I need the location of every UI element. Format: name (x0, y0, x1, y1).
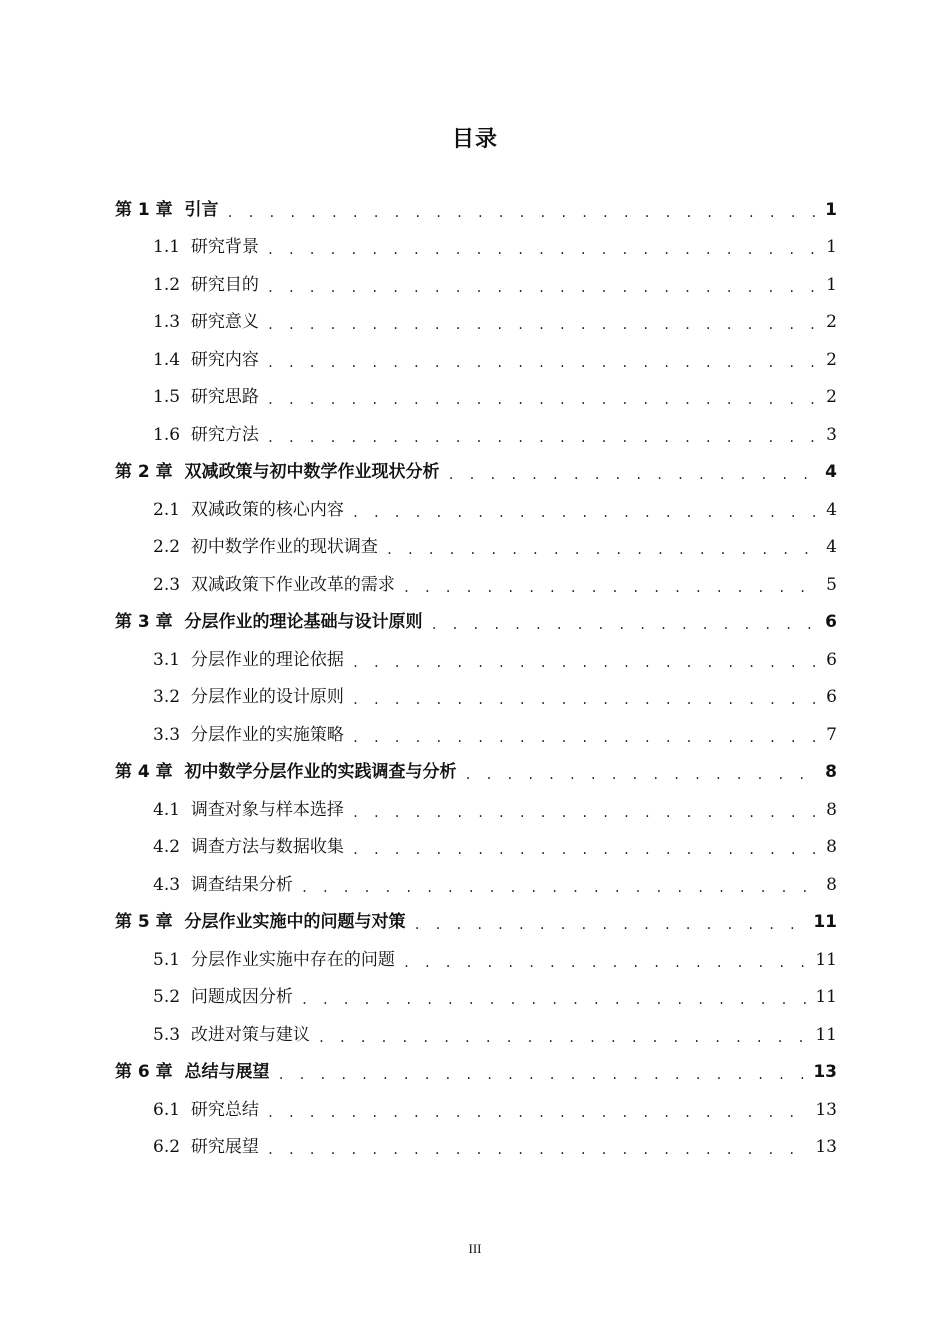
toc-page-number: 6 (825, 612, 837, 632)
dot-leader (301, 881, 820, 895)
toc-page-number: 8 (825, 762, 837, 782)
toc-section-1-5[interactable] (115, 376, 837, 414)
toc-page-number: 11 (815, 987, 837, 1007)
toc-section-4-2[interactable] (115, 826, 837, 864)
toc-entry-label: 5.2 问题成因分析 (153, 987, 293, 1007)
toc-page-number: 2 (826, 387, 837, 407)
toc-entry-label: 1.3 研究意义 (153, 312, 259, 332)
toc-section-1-3[interactable] (115, 301, 837, 339)
toc-chapter-6[interactable] (115, 1051, 837, 1089)
toc-chapter-3[interactable] (115, 601, 837, 639)
toc-section-1-1[interactable] (115, 226, 837, 264)
toc-entry-label: 4.2 调查方法与数据收集 (153, 837, 344, 857)
toc-entry-label: 第 1 章 引言 (115, 199, 219, 220)
dot-leader (278, 1068, 808, 1082)
dot-leader (267, 393, 820, 407)
toc-entry-label: 3.1 分层作业的理论依据 (153, 649, 344, 670)
dot-leader (403, 956, 810, 970)
dot-leader (465, 768, 820, 782)
toc-section-2-3[interactable] (115, 563, 837, 601)
toc-section-3-2[interactable] (115, 676, 837, 714)
toc-entry-label: 6.2 研究展望 (153, 1137, 259, 1157)
dot-leader (352, 656, 820, 670)
toc-section-3-1[interactable] (115, 638, 837, 676)
toc-entry-label: 4.1 调查对象与样本选择 (153, 799, 344, 820)
dot-leader (267, 1143, 810, 1157)
toc-section-4-1[interactable] (115, 788, 837, 826)
toc-entry-label: 6.1 研究总结 (153, 1099, 259, 1120)
dot-leader (352, 843, 820, 857)
toc-page-number: 8 (826, 837, 837, 857)
dot-leader (352, 731, 820, 745)
dot-leader (352, 693, 820, 707)
toc-entry-label: 第 6 章 总结与展望 (115, 1062, 270, 1082)
toc-page-number: 2 (826, 312, 837, 332)
toc-page-number: 1 (825, 199, 837, 220)
toc-page-number: 1 (826, 274, 837, 295)
toc-chapter-1[interactable] (115, 188, 837, 226)
toc-section-5-2[interactable] (115, 976, 837, 1014)
dot-leader (352, 806, 820, 820)
dot-leader (267, 356, 820, 370)
dot-leader (352, 506, 820, 520)
dot-leader (267, 431, 820, 445)
dot-leader (318, 1031, 810, 1045)
toc-page-number: 8 (826, 874, 837, 895)
toc-entry-label: 第 3 章 分层作业的理论基础与设计原则 (115, 612, 423, 632)
toc-entry-label: 5.3 改进对策与建议 (153, 1024, 310, 1045)
toc-entry-label: 4.3 调查结果分析 (153, 874, 293, 895)
toc-entry-label: 1.6 研究方法 (153, 424, 259, 445)
toc-page-number: 2 (826, 349, 837, 370)
toc-chapter-4[interactable] (115, 751, 837, 789)
dot-leader (267, 243, 820, 257)
toc-page-number: 11 (815, 949, 837, 970)
toc-section-1-2[interactable] (115, 263, 837, 301)
toc-entry-label: 1.1 研究背景 (153, 237, 259, 257)
toc-section-2-2[interactable] (115, 526, 837, 564)
toc-page-number: 6 (826, 649, 837, 670)
toc-page-number: 13 (815, 1099, 837, 1120)
table-of-contents (115, 188, 837, 1163)
toc-page-number: 3 (826, 424, 837, 445)
toc-section-1-6[interactable] (115, 413, 837, 451)
dot-leader (431, 618, 820, 632)
toc-page-number: 4 (825, 462, 837, 482)
toc-entry-label: 1.4 研究内容 (153, 349, 259, 370)
toc-page-number: 13 (813, 1062, 837, 1082)
toc-page-number: 13 (815, 1137, 837, 1157)
dot-leader (267, 318, 820, 332)
toc-entry-label: 3.2 分层作业的设计原则 (153, 687, 344, 707)
toc-entry-label: 3.3 分层作业的实施策略 (153, 724, 344, 745)
dot-leader (386, 543, 820, 557)
toc-page-number: 7 (826, 724, 837, 745)
toc-section-3-3[interactable] (115, 713, 837, 751)
toc-section-5-3[interactable] (115, 1013, 837, 1051)
dot-leader (267, 281, 820, 295)
toc-entry-label: 1.5 研究思路 (153, 387, 259, 407)
dot-leader (403, 581, 820, 595)
toc-page-number: 5 (826, 574, 837, 595)
toc-page-number: 4 (826, 499, 837, 520)
toc-page-number: 4 (826, 537, 837, 557)
toc-section-6-1[interactable] (115, 1088, 837, 1126)
toc-entry-label: 2.3 双减政策下作业改革的需求 (153, 574, 395, 595)
toc-entry-label: 2.1 双减政策的核心内容 (153, 499, 344, 520)
toc-entry-label: 2.2 初中数学作业的现状调查 (153, 537, 378, 557)
page-title: 目录 (451, 127, 498, 152)
toc-section-1-4[interactable] (115, 338, 837, 376)
toc-entry-label: 第 2 章 双减政策与初中数学作业现状分析 (115, 462, 440, 482)
toc-page-number: 8 (826, 799, 837, 820)
toc-section-5-1[interactable] (115, 938, 837, 976)
toc-entry-label: 第 5 章 分层作业实施中的问题与对策 (115, 912, 406, 932)
dot-leader (414, 918, 808, 932)
page-number: III (468, 1241, 482, 1256)
toc-entry-label: 第 4 章 初中数学分层作业的实践调查与分析 (115, 762, 457, 782)
toc-entry-label: 1.2 研究目的 (153, 274, 259, 295)
dot-leader (301, 993, 810, 1007)
toc-page-number: 6 (826, 687, 837, 707)
dot-leader (267, 1106, 810, 1120)
toc-section-2-1[interactable] (115, 488, 837, 526)
toc-section-6-2[interactable] (115, 1126, 837, 1164)
toc-section-4-3[interactable] (115, 863, 837, 901)
toc-page-number: 1 (826, 237, 837, 257)
toc-chapter-2[interactable] (115, 451, 837, 489)
dot-leader (227, 206, 820, 220)
toc-page-number: 11 (815, 1024, 837, 1045)
toc-page-number: 11 (813, 912, 837, 932)
toc-entry-label: 5.1 分层作业实施中存在的问题 (153, 949, 395, 970)
dot-leader (448, 468, 820, 482)
toc-chapter-5[interactable] (115, 901, 837, 939)
